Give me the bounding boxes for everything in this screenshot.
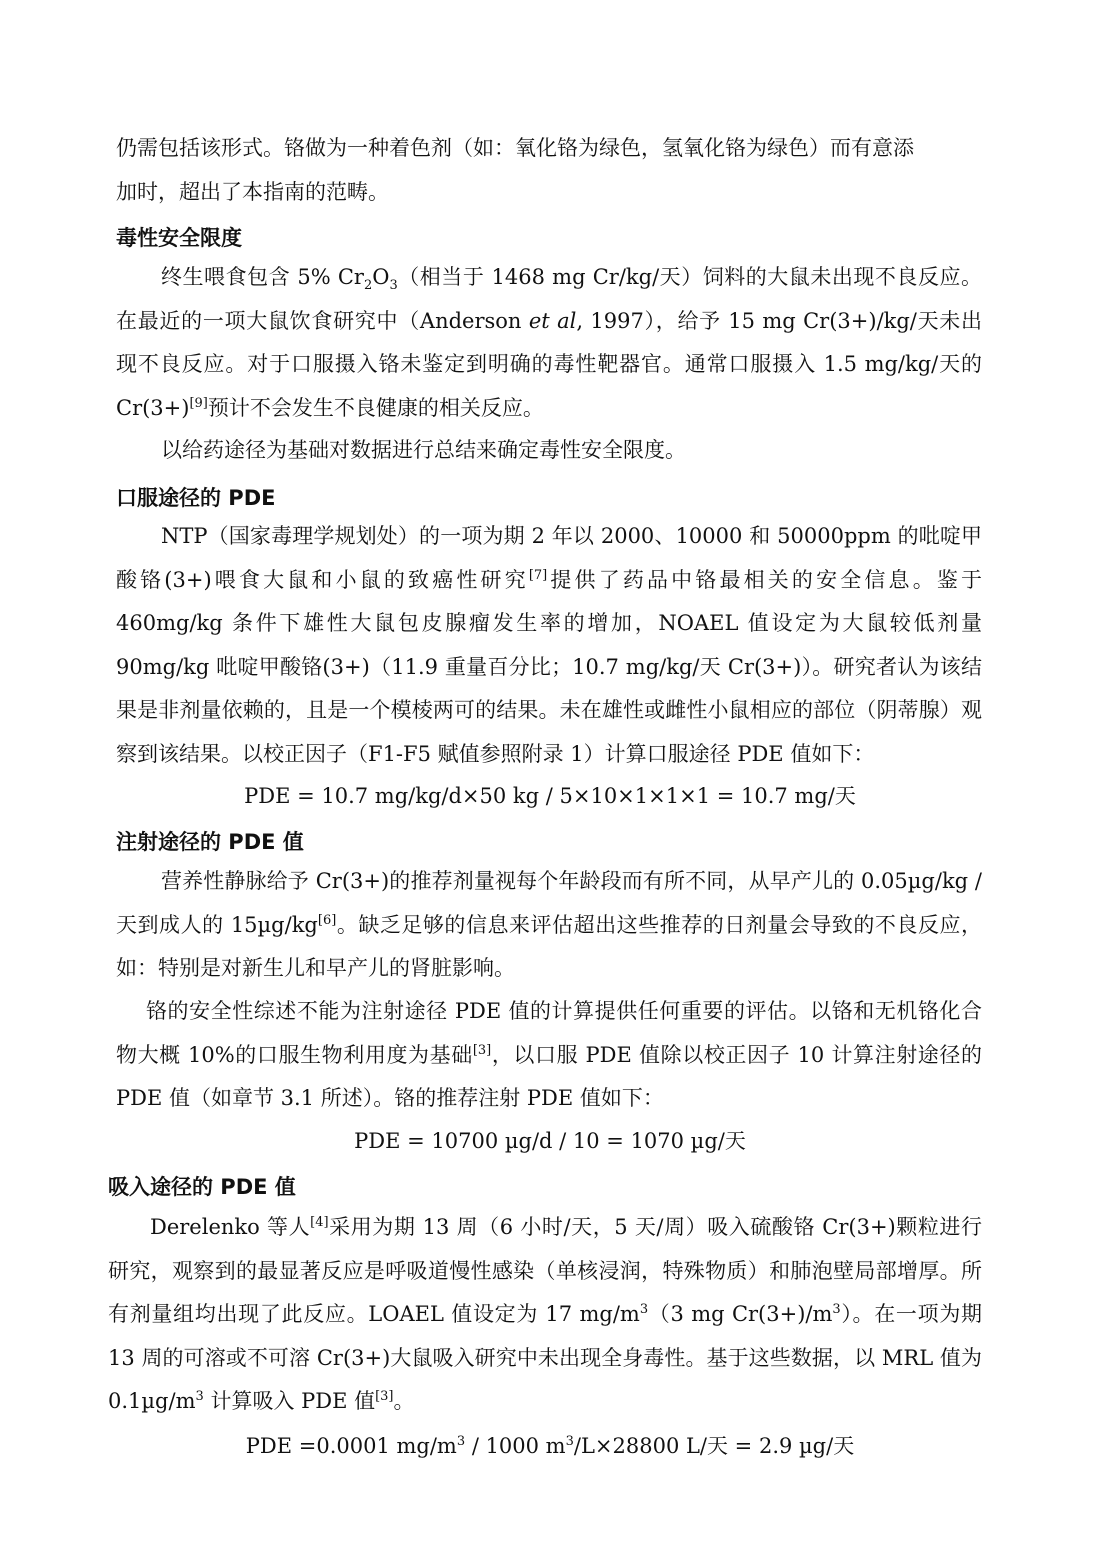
citation-ref: [3] [375,1389,394,1404]
citation-ref: [3] [472,1042,492,1058]
paragraph-intro [116,127,982,214]
equation-oral-pde: PDE = 10.7 mg/kg/d×50 kg / 5×10×1×1×1 = 10.7 mg/天 [244,784,856,808]
paragraph-inhalation: Derelenko 等人[4]采用为期 13 周（6 小时/天，5 天/周）吸入硫酸铬 Cr(3+)颗粒进行研究，观察到的最显著反应是呼吸道慢性感染（单核浸润，特殊物质）和肺泡壁局部增厚。所有剂量组均出现了此反应。LOAEL 值设定为 17 $mg/m^3(3$ mg $Cr(3+)/m^3$）。在一项为期 13 周的可溶或不可溶 Cr(3+)大鼠吸入研究中未出现全身毒性。基于这些数据，以 MRL 值为 $0.1\mu g/m^3$ 计算吸入 PDE 值[3]。 [108,1215,983,1413]
citation-ref: [4] [310,1215,329,1230]
intro-line-1: 仍需包括该形式。铬做为一种着色剂（如：氧化铬为绿色，氢氧化铬为绿色）而有意添 [116,136,914,160]
paragraph-injection-2: 铬的安全性综述不能为注射途径 PDE 值的计算提供任何重要的评估。以铬和无机铬化合物大概 10%的口服生物利用度为基础[3]，以口服 PDE 值除以校正因子 10 计算注射途径的 PDE 值（如章节 3.1 所述）。铬的推荐注射 PDE 值如下： [116,999,982,1110]
paragraph-oral: NTP（国家毒理学规划处）的一项为期 2 年以 2000、10000 和 50000ppm 的吡啶甲酸铬(3+)喂食大鼠和小鼠的致癌性研究[7]提供了药品中铬最相关的安全信息。鉴于 460mg/kg 条件下雄性大鼠包皮腺瘤发生率的增加，NOAEL 值设定为大鼠较低剂量 90mg/kg 吡啶甲酸铬(3+)（11.9 重量百分比；10.7 mg/kg/天 Cr(3+)）。研究者认为该结果是非剂量依赖的，且是一个模棱两可的结果。未在雄性或雌性小鼠相应的部位（阴蒂腺）观察到该结果。以校正因子（F1-F5 赋值参照附录 1）计算口服途径 PDE 值如下： [116,524,983,766]
heading-inhalation-pde: 吸入途径的 PDE 值 [108,1175,296,1199]
equation-injection-pde: PDE = 10700 µg/d / 10 = 1070 µg/天 [354,1129,746,1153]
citation-ref: [7] [528,567,548,583]
heading-toxicity-limit: 毒性安全限度 [116,226,242,250]
paragraph-summary: 以给药途径为基础对数据进行总结来确定毒性安全限度。 [161,438,686,462]
intro-line-2: 加时，超出了本指南的范畴。 [116,179,389,204]
heading-injection-pde: 注射途径的 PDE 值 [116,830,304,854]
citation-ref: [9] [189,395,208,411]
paragraph-toxicity: 终生喂食包含 5% $Cr_2O_3$（相当于 1468 mg Cr/kg/天）饲料的大鼠未出现不良反应。在最近的一项大鼠饮食研究中（Anderson et al, 1997），给予 15 mg Cr(3+)/kg/天未出现不良反应。对于口服摄入铬未鉴定到明确的毒性靶器官。通常口服摄入 1.5 mg/kg/天的 Cr(3+)[9]预计不会发生不良健康的相关反应。 [116,265,983,420]
equation-inhalation-pde: PDE =0.0001 $mg/m^3 / 1000$ $m^3/L\times 28800$ L/天 = 2.9 µg/天 [245,1434,855,1458]
heading-oral-pde: 口服途径的 PDE [116,486,276,510]
paragraph-injection: 营养性静脉给予 Cr(3+)的推荐剂量视每个年龄段而有所不同，从早产儿的 0.05µg/kg /天到成人的 15µg/kg[6]。缺乏足够的信息来评估超出这些推荐的日剂量会导致的不良反应，如：特别是对新生儿和早产儿的肾脏影响。 [116,869,982,980]
citation-ref: [6] [317,912,337,928]
